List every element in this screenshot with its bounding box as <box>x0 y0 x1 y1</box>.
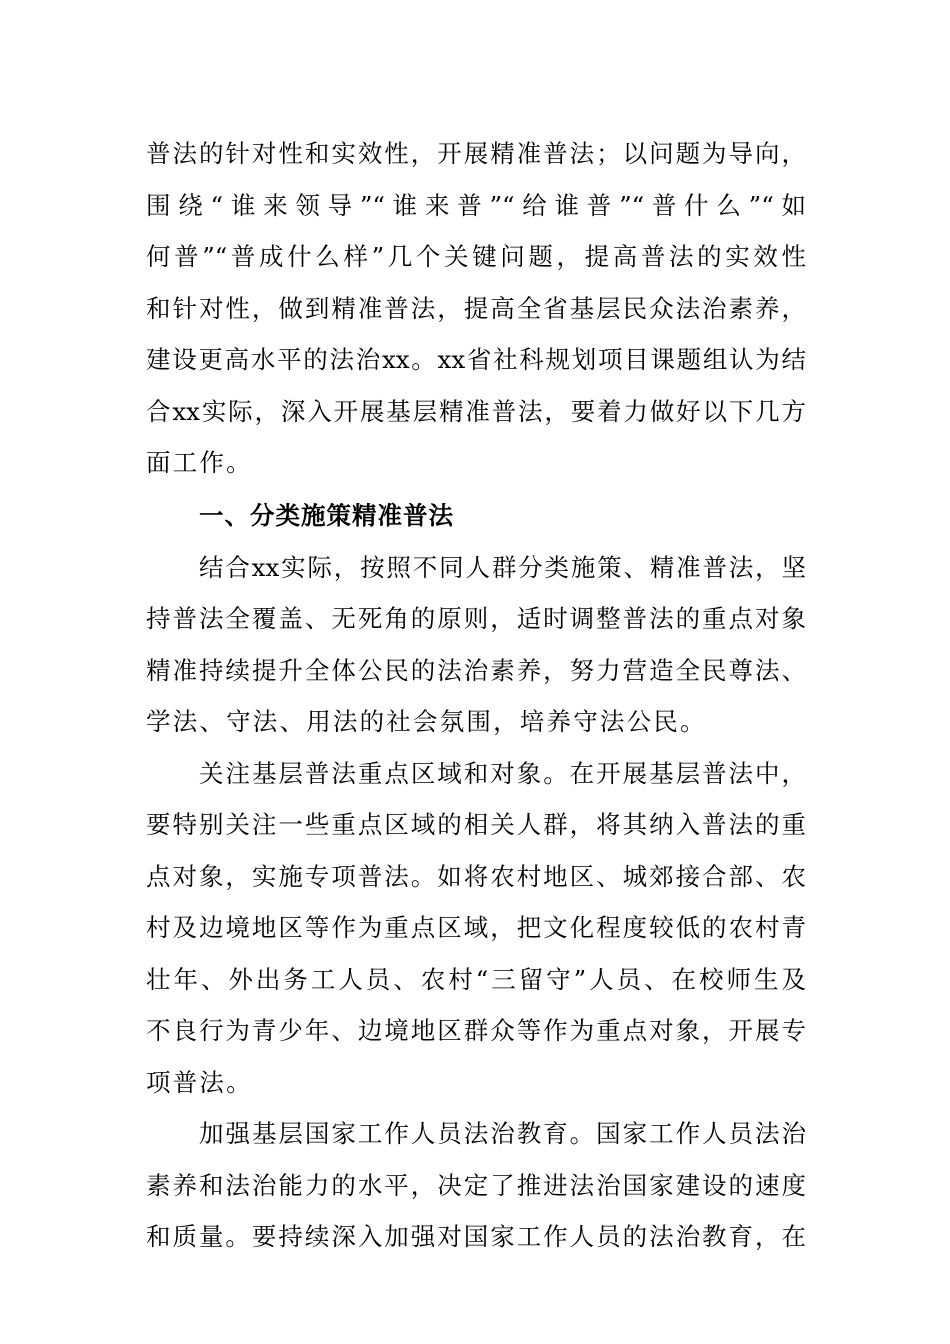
text-line: 素养和法治能力的水平，决定了推进法治国家建设的速度 <box>146 1170 806 1200</box>
text-line: 和质量。要持续深入加强对国家工作人员的法治教育，在 <box>146 1222 806 1251</box>
text-line: 建设更高水平的法治xx。xx省社科规划项目课题组认为结 <box>146 345 806 374</box>
text-line: 关注基层普法重点区域和对象。在开展基层普法中， <box>199 758 806 788</box>
paragraph-key-regions <box>146 748 806 1109</box>
document-body <box>146 128 806 1263</box>
text-line: 何普”“普成什么样”几个关键问题，提高普法的实效性 <box>146 242 806 271</box>
text-line: 学法、守法、用法的社会氛围，培养守法公民。 <box>146 707 707 736</box>
text-line: 加强基层国家工作人员法治教育。国家工作人员法治 <box>199 1119 806 1148</box>
text-line: 精准持续提升全体公民的法治素养，努力营造全民尊法、 <box>146 655 806 685</box>
text-line: 普法的针对性和实效性，开展精准普法；以问题为导向， <box>146 139 806 168</box>
text-line: 持普法全覆盖、无死角的原则，适时调整普法的重点对象 <box>146 604 806 633</box>
text-line: 围绕“谁来领导”“谁来普”“给谁普”“普什么”“如 <box>146 190 806 220</box>
text-line: 结合xx实际，按照不同人群分类施策、精准普法，坚 <box>199 552 806 582</box>
text-line: 要特别关注一些重点区域的相关人群，将其纳入普法的重 <box>146 810 806 839</box>
text-line: 不良行为青少年、边境地区群众等作为重点对象，开展专 <box>146 1016 806 1045</box>
paragraph-intro <box>146 128 806 489</box>
text-line: 合xx实际，深入开展基层精准普法，要着力做好以下几方 <box>146 396 806 426</box>
paragraph-classified-measures <box>146 542 806 748</box>
text-line: 和针对性，做到精准普法，提高全省基层民众法治素养， <box>146 293 806 323</box>
text-line: 点对象，实施专项普法。如将农村地区、城郊接合部、农 <box>146 861 806 891</box>
text-line: 壮年、外出务工人员、农村“三留守”人员、在校师生及 <box>146 964 806 994</box>
section-heading: 一、分类施策精准普法 <box>199 500 454 530</box>
text-line: 项普法。 <box>146 1067 253 1097</box>
text-line: 村及边境地区等作为重点区域，把文化程度较低的农村青 <box>146 913 806 942</box>
text-line: 面工作。 <box>146 448 253 477</box>
paragraph-staff-education <box>146 1108 806 1263</box>
